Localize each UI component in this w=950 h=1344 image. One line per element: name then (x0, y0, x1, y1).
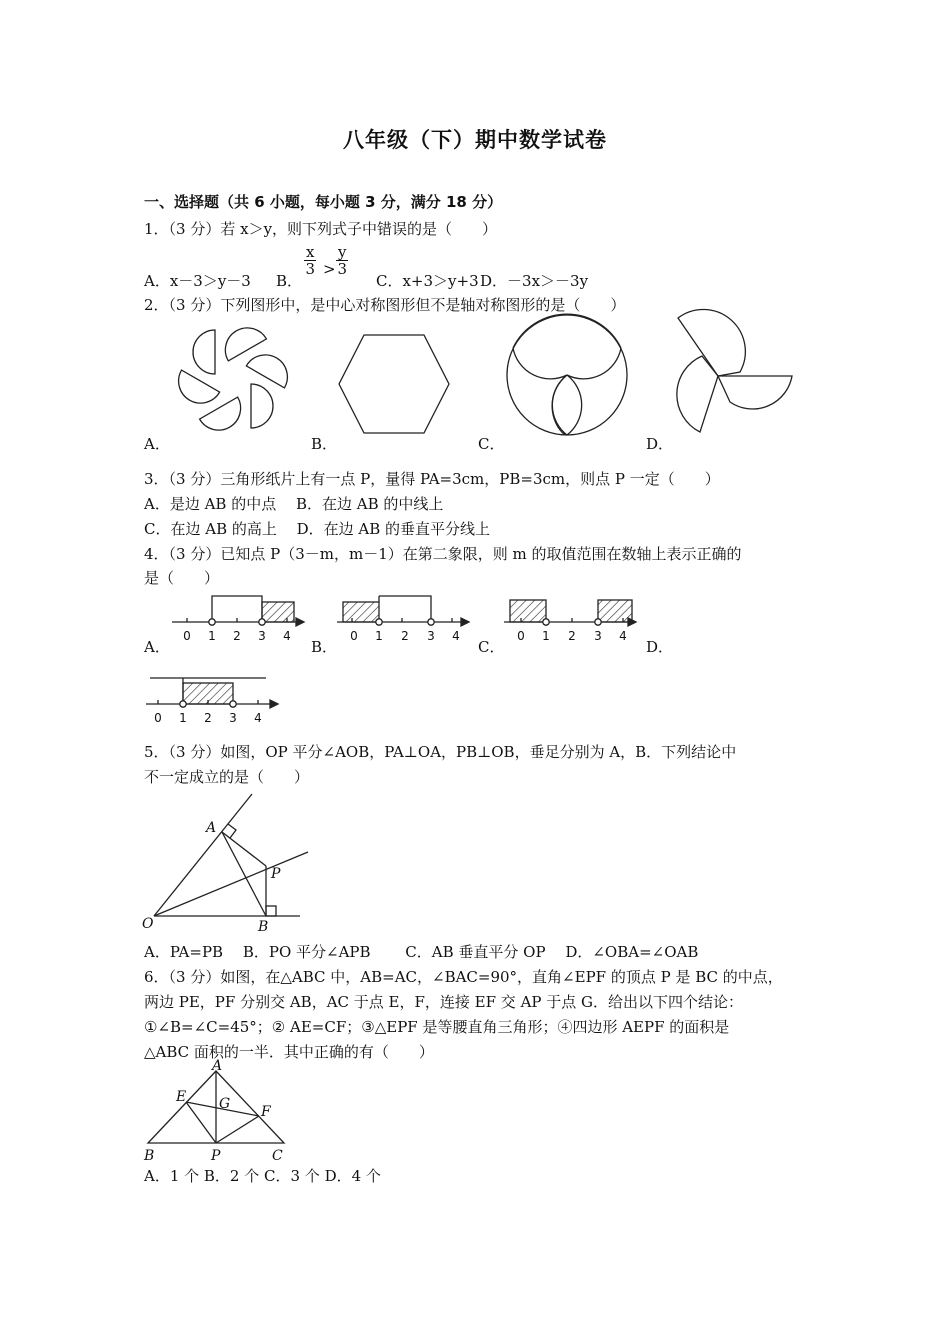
tick-label: 4 (283, 629, 291, 643)
q4-numberline-d (144, 672, 284, 727)
page-title: 八年级（下）期中数学试卷 (343, 128, 607, 152)
q6-stem-line1: 6．（3 分）如图，在△ABC 中，AB=AC，∠BAC=90°，直角∠EPF 的顶点 P 是 BC 的中点， (144, 968, 783, 986)
section-heading: 一、选择题（共 6 小题，每小题 3 分，满分 18 分） (144, 193, 503, 211)
tick-label: 1 (179, 711, 187, 725)
q4-numberline-c (502, 590, 642, 645)
q2-figure-a-pinwheel (165, 322, 305, 437)
q4-stem-line2: 是（ ） (144, 569, 220, 587)
point-label-c: C (272, 1148, 283, 1164)
q6-options: A．1 个 B．2 个 C．3 个 D．4 个 (144, 1167, 381, 1185)
q3-options-ab: A．是边 AB 的中点 B．在边 AB 的中线上 (144, 495, 444, 513)
tick-label: 1 (375, 629, 383, 643)
point-label-a: A (212, 1058, 223, 1074)
point-label-b: B (144, 1148, 155, 1164)
tick-label: 0 (517, 629, 525, 643)
q6-stem-line4: △ABC 面积的一半．其中正确的有（ ） (144, 1043, 434, 1061)
tick-label: 4 (254, 711, 262, 725)
q2-figure-d-three-blade (670, 316, 795, 436)
q5-stem-line1: 5．（3 分）如图，OP 平分∠AOB，PA⊥OA，PB⊥OB，垂足分别为 A，B．下列结论中 (144, 743, 737, 761)
q3-options-cd: C．在边 AB 的高上 D．在边 AB 的垂直平分线上 (144, 520, 491, 538)
q2-label-b: B． (311, 435, 338, 453)
point-label-g: G (219, 1096, 231, 1112)
fraction-numerator: x (306, 243, 315, 261)
tick-label: 4 (619, 629, 627, 643)
fraction-denominator: 3 (305, 260, 315, 278)
q6-stem-line2: 两边 PE，PF 分别交 AB，AC 于点 E，F，连接 EF 交 AP 于点 G．给出以下四个结论： (144, 993, 744, 1011)
q1-option-c: C．x+3＞y+3 (376, 272, 479, 290)
fraction-denominator: 3 (337, 260, 348, 278)
tick-label: 2 (401, 629, 409, 643)
tick-label: 1 (542, 629, 550, 643)
point-label-o: O (142, 916, 154, 932)
tick-label: 0 (183, 629, 191, 643)
point-label-p: P (271, 866, 281, 882)
q1-option-d: D．－3x＞－3y (480, 272, 589, 290)
tick-label: 2 (204, 711, 212, 725)
q5-stem-line2: 不一定成立的是（ ） (144, 768, 310, 786)
q2-label-d: D． (646, 435, 674, 453)
point-label-a: A (206, 820, 217, 836)
q1-option-a: A．x－3＞y－3 (144, 272, 251, 290)
q4-label-a: A． (144, 638, 170, 656)
tick-label: 3 (427, 629, 435, 643)
q6-figure-right-triangle (142, 1058, 292, 1164)
q2-label-c: C． (478, 435, 505, 453)
q2-figure-b-hexagon (338, 334, 450, 434)
q1-fraction-x (304, 244, 316, 277)
tick-label: 4 (452, 629, 460, 643)
q4-numberline-b (335, 590, 475, 645)
tick-label: 0 (154, 711, 162, 725)
q5-figure-angle-bisector (140, 790, 315, 935)
tick-label: 2 (233, 629, 241, 643)
q2-stem: 2．（3 分）下列图形中，是中心对称图形但不是轴对称图形的是（ ） (144, 296, 626, 314)
point-label-p: P (211, 1148, 221, 1164)
q3-stem: 3．（3 分）三角形纸片上有一点 P，量得 PA=3cm，PB=3cm，则点 P 一定（ ） (144, 470, 720, 488)
q4-stem-line1: 4．（3 分）已知点 P（3－m，m－1）在第二象限，则 m 的取值范围在数轴上表示正确的 (144, 545, 742, 563)
q5-options: A．PA=PB B．PO 平分∠APB C．AB 垂直平分 OP D．∠OBA=∠OAB (144, 943, 699, 961)
tick-label: 1 (208, 629, 216, 643)
tick-label: 2 (568, 629, 576, 643)
q6-stem-line3: ①∠B=∠C=45°；② AE=CF；③△EPF 是等腰直角三角形；④四边形 AEPF 的面积是 (144, 1018, 730, 1036)
tick-label: 3 (258, 629, 266, 643)
q2-label-a: A． (144, 435, 170, 453)
tick-label: 0 (350, 629, 358, 643)
q1-option-b-prefix: B． (276, 272, 303, 290)
q1-stem: 1．（3 分）若 x＞y，则下列式子中错误的是（ ） (144, 220, 498, 238)
q4-label-b: B． (311, 638, 338, 656)
tick-label: 3 (229, 711, 237, 725)
fraction-numerator: y (338, 243, 347, 261)
tick-label: 3 (594, 629, 602, 643)
q1-fraction-y (336, 244, 348, 277)
q4-label-d: D． (646, 638, 674, 656)
q4-numberline-a (170, 590, 310, 645)
q1-greater-sign: > (323, 260, 336, 278)
point-label-f: F (261, 1104, 271, 1120)
point-label-e: E (176, 1089, 187, 1105)
q2-figure-c-circle-arcs (505, 313, 630, 438)
point-label-b: B (258, 919, 269, 935)
q4-label-c: C． (478, 638, 505, 656)
